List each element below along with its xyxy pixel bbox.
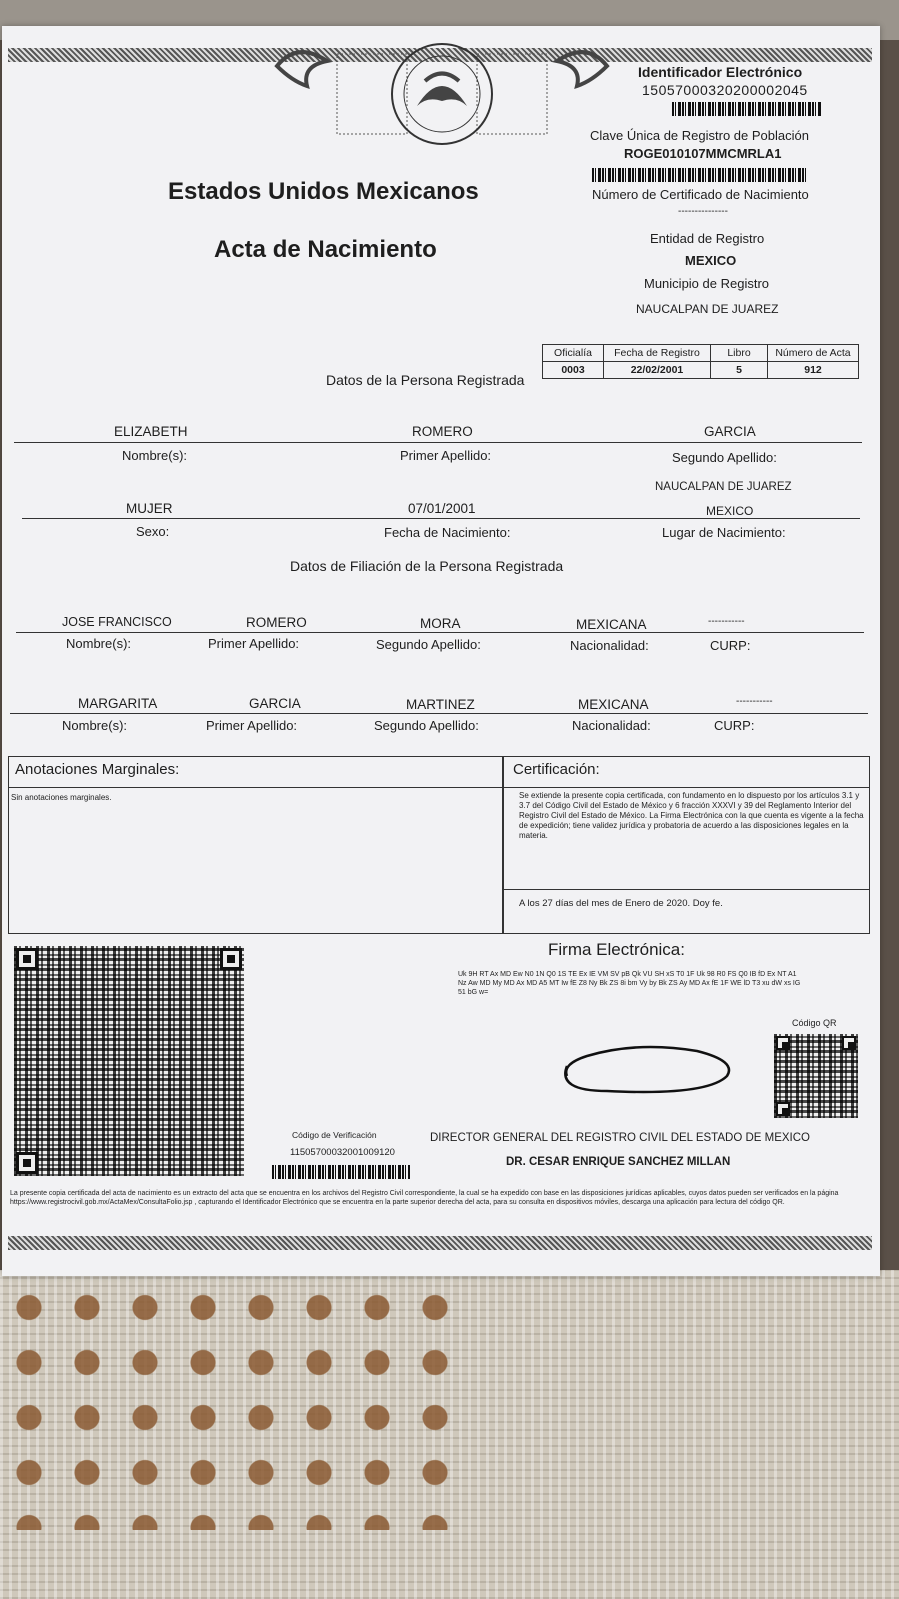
table-value-cell: 22/02/2001 — [604, 362, 711, 379]
director-title: DIRECTOR GENERAL DEL REGISTRO CIVIL DEL ESTADO DE MEXICO — [430, 1132, 810, 1144]
curp-barcode — [592, 168, 807, 182]
director-name: DR. CESAR ENRIQUE SANCHEZ MILLAN — [506, 1156, 731, 1168]
certification-title: Certificación: — [513, 761, 600, 778]
electronic-id-value: 15057000320200002045 — [642, 82, 808, 98]
parent1-curp-label: CURP: — [710, 638, 751, 653]
electronic-signature-title: Firma Electrónica: — [548, 940, 685, 959]
divider — [10, 713, 868, 714]
certification-box — [502, 756, 870, 934]
electronic-signature-hash: Uk 9H RT Ax MD Ew N0 1N Q0 1S TE Ex IE VM SV pB Qk VU SH xS T0 1F Uk 98 R0 FS Q0 IB fD Ex NT A1 Nz Aw MD My MD Ax MD A5 MT Iw fE Z8 Ny Bk ZS 8i bm Vy by Bk ZS Ay MD Ax fE 1F WE lD T3 xu dW xs IG 51 bG w= — [458, 971, 801, 996]
fabric-holes — [0, 1280, 470, 1530]
annotations-text: Sin anotaciones marginales. — [11, 793, 112, 802]
registry-entity-label: Entidad de Registro — [650, 231, 765, 246]
registry-table — [542, 344, 859, 379]
document-title: Acta de Nacimiento — [214, 236, 437, 263]
parent1-second-surname: MORA — [420, 616, 461, 631]
verification-barcode — [272, 1165, 410, 1179]
divider — [16, 632, 864, 633]
parent2-nationality-label: Nacionalidad: — [572, 718, 651, 733]
divider — [503, 787, 869, 788]
person-birth-date: 07/01/2001 — [408, 501, 476, 516]
person-first-surname: ROMERO — [412, 424, 473, 439]
parent1-nationality-label: Nacionalidad: — [570, 638, 649, 653]
divider — [503, 889, 869, 890]
parent1-curp: ----------- — [708, 616, 745, 627]
parent2-first-surname: GARCIA — [249, 696, 301, 711]
registry-municipality-label: Municipio de Registro — [644, 276, 770, 291]
parent2-curp: ----------- — [736, 696, 773, 707]
verification-code-label: Código de Verificación — [292, 1130, 377, 1140]
birth-place-label: Lugar de Nacimiento: — [662, 525, 786, 540]
curp-value: ROGE010107MMCMRLA1 — [624, 146, 782, 161]
certification-date: A los 27 días del mes de Enero de 2020. Doy fe. — [519, 898, 723, 909]
second-surname-label: Segundo Apellido: — [672, 450, 777, 465]
footer-legal-text: La presente copia certificada del acta de nacimiento es un extracto del acta que se encuentra en los archivos del Registro Civil correspondiente, la cual se ha expedido con base en las disposiciones jurídicas aplicables, cuyos datos pueden ser verificados en la página https://www.registrocivil.gob.mx/ActaMex/ConsultaFolio.jsp , capturando el Identificador Electrónico que se encuentra en la parte superior derecha del acta, para su consulta en dispositivos móviles, descarga una aplicación para lectura del código QR. — [10, 1190, 839, 1206]
registry-entity-value: MEXICO — [685, 253, 737, 268]
parent2-second-surname: MARTINEZ — [406, 697, 475, 712]
filiation-section-title: Datos de Filiación de la Persona Registrada — [290, 558, 564, 574]
parent1-name: JOSE FRANCISCO — [62, 615, 172, 629]
qr-finder — [776, 1102, 790, 1116]
first-surname-label: Primer Apellido: — [400, 448, 492, 463]
qr-finder — [842, 1036, 856, 1050]
parent1-first-label: Primer Apellido: — [208, 636, 300, 651]
qr-finder — [220, 948, 242, 970]
registry-table-value-row — [543, 362, 859, 379]
annotations-box — [8, 756, 504, 934]
certification-text: Se extiende la presente copia certificada, con fundamento en lo dispuesto por los artículos 3.1 y 3.7 del Código Civil del Estado de México y 6 fracción XXXVI y 39 del Reglamento Interior del Registro Civil del Estado de México. La Firma Electrónica con la que cuenta es vigente a la fecha de expedición; tiene validez jurídica y probatoria de acuerdo a las disposiciones legales en la materia. — [519, 791, 864, 840]
parent2-curp-label: CURP: — [714, 718, 755, 733]
birth-certificate-paper — [2, 26, 880, 1276]
parent2-nationality: MEXICANA — [578, 697, 649, 712]
table-header-cell: Fecha de Registro — [604, 345, 711, 362]
person-second-surname: GARCIA — [704, 424, 756, 439]
parent2-name: MARGARITA — [78, 696, 158, 711]
divider — [14, 442, 862, 443]
qr-finder — [776, 1036, 790, 1050]
parent1-second-label: Segundo Apellido: — [376, 637, 481, 652]
table-value-cell: 0003 — [543, 362, 604, 379]
table-value-cell: 5 — [711, 362, 768, 379]
electronic-id-barcode — [672, 102, 822, 116]
birth-place-municipality: NAUCALPAN DE JUAREZ — [655, 481, 792, 493]
registry-table-header-row — [543, 345, 859, 362]
person-name: ELIZABETH — [114, 424, 188, 439]
birth-date-label: Fecha de Nacimiento: — [384, 525, 511, 540]
qr-code-label: Código QR — [792, 1018, 837, 1028]
certificate-number-value: --------------- — [678, 206, 728, 217]
electronic-id-label: Identificador Electrónico — [638, 64, 803, 80]
certificate-number-label: Número de Certificado de Nacimiento — [592, 187, 809, 202]
bottom-decorative-border — [8, 1236, 872, 1250]
qr-finder — [16, 1152, 38, 1174]
parent1-first-surname: ROMERO — [246, 615, 307, 630]
registry-municipality-value: NAUCALPAN DE JUAREZ — [636, 302, 779, 316]
large-qr-code — [14, 946, 244, 1176]
national-seal — [267, 36, 617, 146]
parent2-name-label: Nombre(s): — [62, 718, 128, 733]
table-header-cell: Oficialía — [543, 345, 604, 362]
person-sex: MUJER — [126, 501, 173, 516]
parent1-name-label: Nombre(s): — [66, 636, 132, 651]
table-header-cell: Libro — [711, 345, 768, 362]
name-label: Nombre(s): — [122, 448, 188, 463]
verification-code-value: 11505700032001009120 — [290, 1147, 395, 1158]
divider — [22, 518, 860, 519]
parent2-second-label: Segundo Apellido: — [374, 718, 479, 733]
sex-label: Sexo: — [136, 524, 170, 539]
qr-finder — [16, 948, 38, 970]
birth-place-state: MEXICO — [706, 504, 754, 518]
parent1-nationality: MEXICANA — [576, 617, 647, 632]
parent2-first-label: Primer Apellido: — [206, 718, 298, 733]
handwritten-signature — [547, 1036, 737, 1101]
divider — [9, 787, 503, 788]
table-value-cell: 912 — [768, 362, 859, 379]
curp-label: Clave Única de Registro de Población — [590, 128, 809, 143]
table-header-cell: Número de Acta — [768, 345, 859, 362]
annotations-title: Anotaciones Marginales: — [15, 761, 180, 778]
country-title: Estados Unidos Mexicanos — [168, 178, 479, 205]
person-section-title: Datos de la Persona Registrada — [326, 372, 525, 388]
small-qr-code — [774, 1034, 858, 1118]
